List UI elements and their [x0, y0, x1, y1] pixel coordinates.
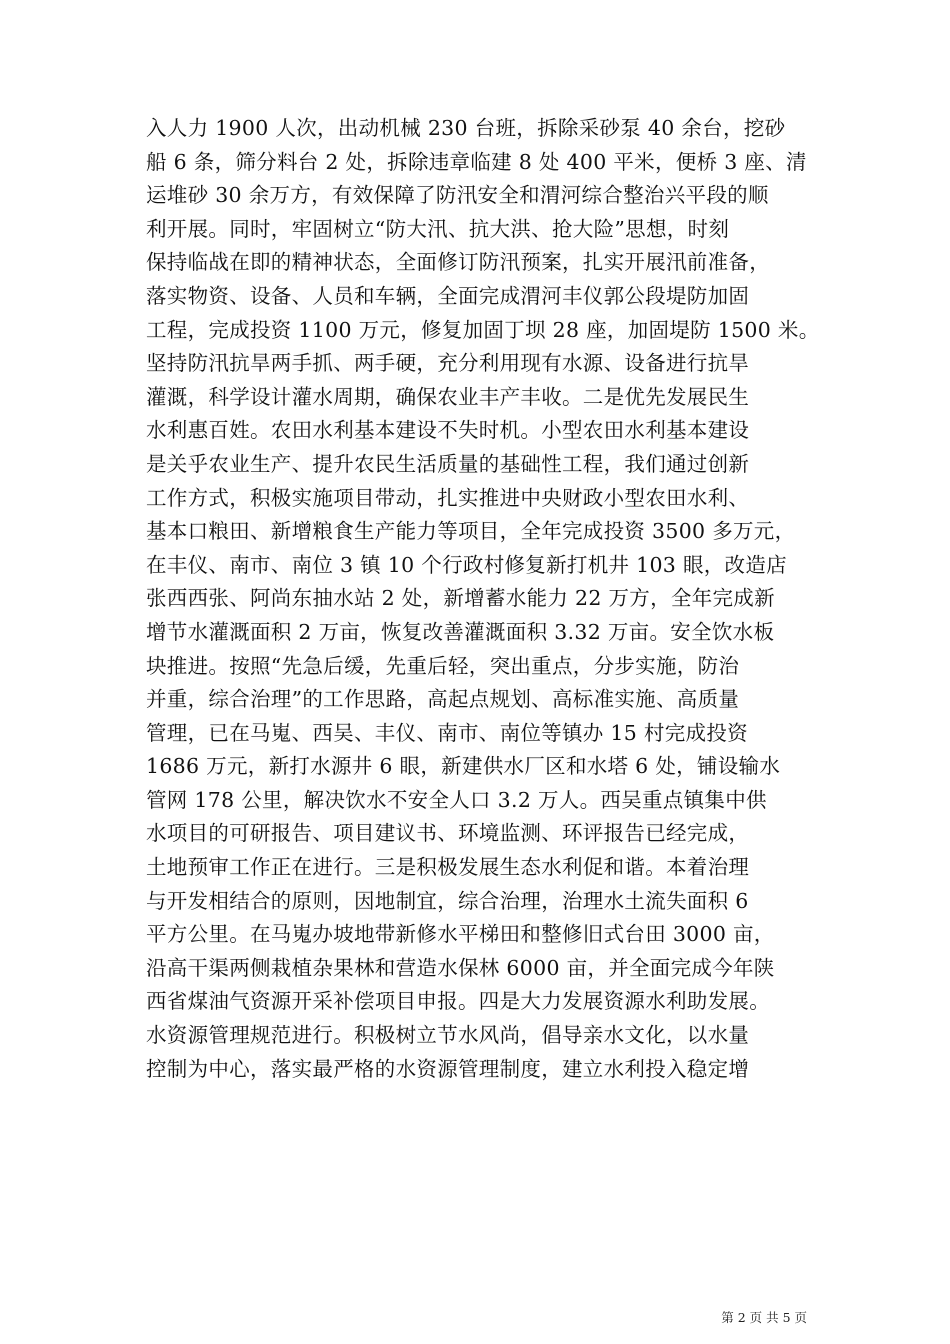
- text-line: 船 6 条，筛分料台 2 处，拆除违章临建 8 处 400 平米，便桥 3 座、清: [146, 149, 807, 174]
- text-line: 是关乎农业生产、提升农民生活质量的基础性工程，我们通过创新: [146, 451, 750, 476]
- text-line: 土地预审工作正在进行。三是积极发展生态水利促和谐。本着治理: [146, 855, 750, 880]
- text-line: 水项目的可研报告、项目建议书、环境监测、环评报告已经完成，: [146, 821, 750, 846]
- text-line: 利开展。同时，牢固树立“防大汛、抗大洪、抢大险”思想，时刻: [146, 216, 730, 241]
- text-line: 基本口粮田、新增粮食生产能力等项目，全年完成投资 3500 多万元，: [146, 519, 796, 544]
- text-line: 块推进。按照“先急后缓，先重后轻，突出重点，分步实施，防治: [146, 653, 740, 678]
- text-line: 运堆砂 30 余万方，有效保障了防汛安全和渭河综合整治兴平段的顺: [146, 183, 769, 208]
- text-line: 管理，已在马嵬、西吴、丰仪、南市、南位等镇办 15 村完成投资: [146, 720, 748, 745]
- text-line: 工作方式，积极实施项目带动，扎实推进中央财政小型农田水利、: [146, 485, 750, 510]
- text-line: 水利惠百姓。农田水利基本建设不失时机。小型农田水利基本建设: [146, 418, 750, 443]
- text-line: 与开发相结合的原则，因地制宜，综合治理，治理水土流失面积 6: [146, 888, 749, 913]
- text-line: 管网 178 公里，解决饮水不安全人口 3.2 万人。西吴重点镇集中供: [146, 787, 767, 812]
- text-line: 并重，综合治理”的工作思路，高起点规划、高标准实施、高质量: [146, 687, 740, 712]
- text-line: 坚持防汛抗旱两手抓、两手硬，充分利用现有水源、设备进行抗旱: [146, 351, 750, 376]
- page-number: 第 2 页 共 5 页: [721, 1310, 807, 1325]
- text-line: 工程，完成投资 1100 万元，修复加固丁坝 28 座，加固堤防 1500 米。: [146, 317, 820, 342]
- text-line: 控制为中心，落实最严格的水资源管理制度，建立水利投入稳定增: [146, 1056, 750, 1081]
- text-line: 张西西张、阿尚东抽水站 2 处，新增蓄水能力 22 万方，全年完成新: [146, 586, 775, 611]
- text-line: 西省煤油气资源开采补偿项目申报。四是大力发展资源水利助发展。: [146, 989, 770, 1014]
- body-text: [146, 112, 826, 1086]
- text-line: 保持临战在即的精神状态，全面修订防汛预案，扎实开展汛前准备，: [146, 250, 770, 275]
- text-line: 在丰仪、南市、南位 3 镇 10 个行政村修复新打机井 103 眼，改造店: [146, 552, 787, 577]
- text-line: 灌溉，科学设计灌水周期，确保农业丰产丰收。二是优先发展民生: [146, 384, 750, 409]
- text-line: 落实物资、设备、人员和车辆，全面完成渭河丰仪郭公段堤防加固: [146, 283, 750, 308]
- text-line: 平方公里。在马嵬办坡地带新修水平梯田和整修旧式台田 3000 亩，: [146, 922, 775, 947]
- text-line: 沿高干渠两侧栽植杂果林和营造水保林 6000 亩，并全面完成今年陕: [146, 955, 775, 980]
- text-line: 增节水灌溉面积 2 万亩，恢复改善灌溉面积 3.32 万亩。安全饮水板: [146, 619, 775, 644]
- text-line: 入人力 1900 人次，出动机械 230 台班，拆除采砂泵 40 余台，挖砂: [146, 116, 786, 140]
- text-line: 1686 万元，新打水源井 6 眼，新建供水厂区和水塔 6 处，铺设输水: [146, 754, 781, 779]
- text-line: 水资源管理规范进行。积极树立节水风尚，倡导亲水文化，以水量: [146, 1023, 750, 1048]
